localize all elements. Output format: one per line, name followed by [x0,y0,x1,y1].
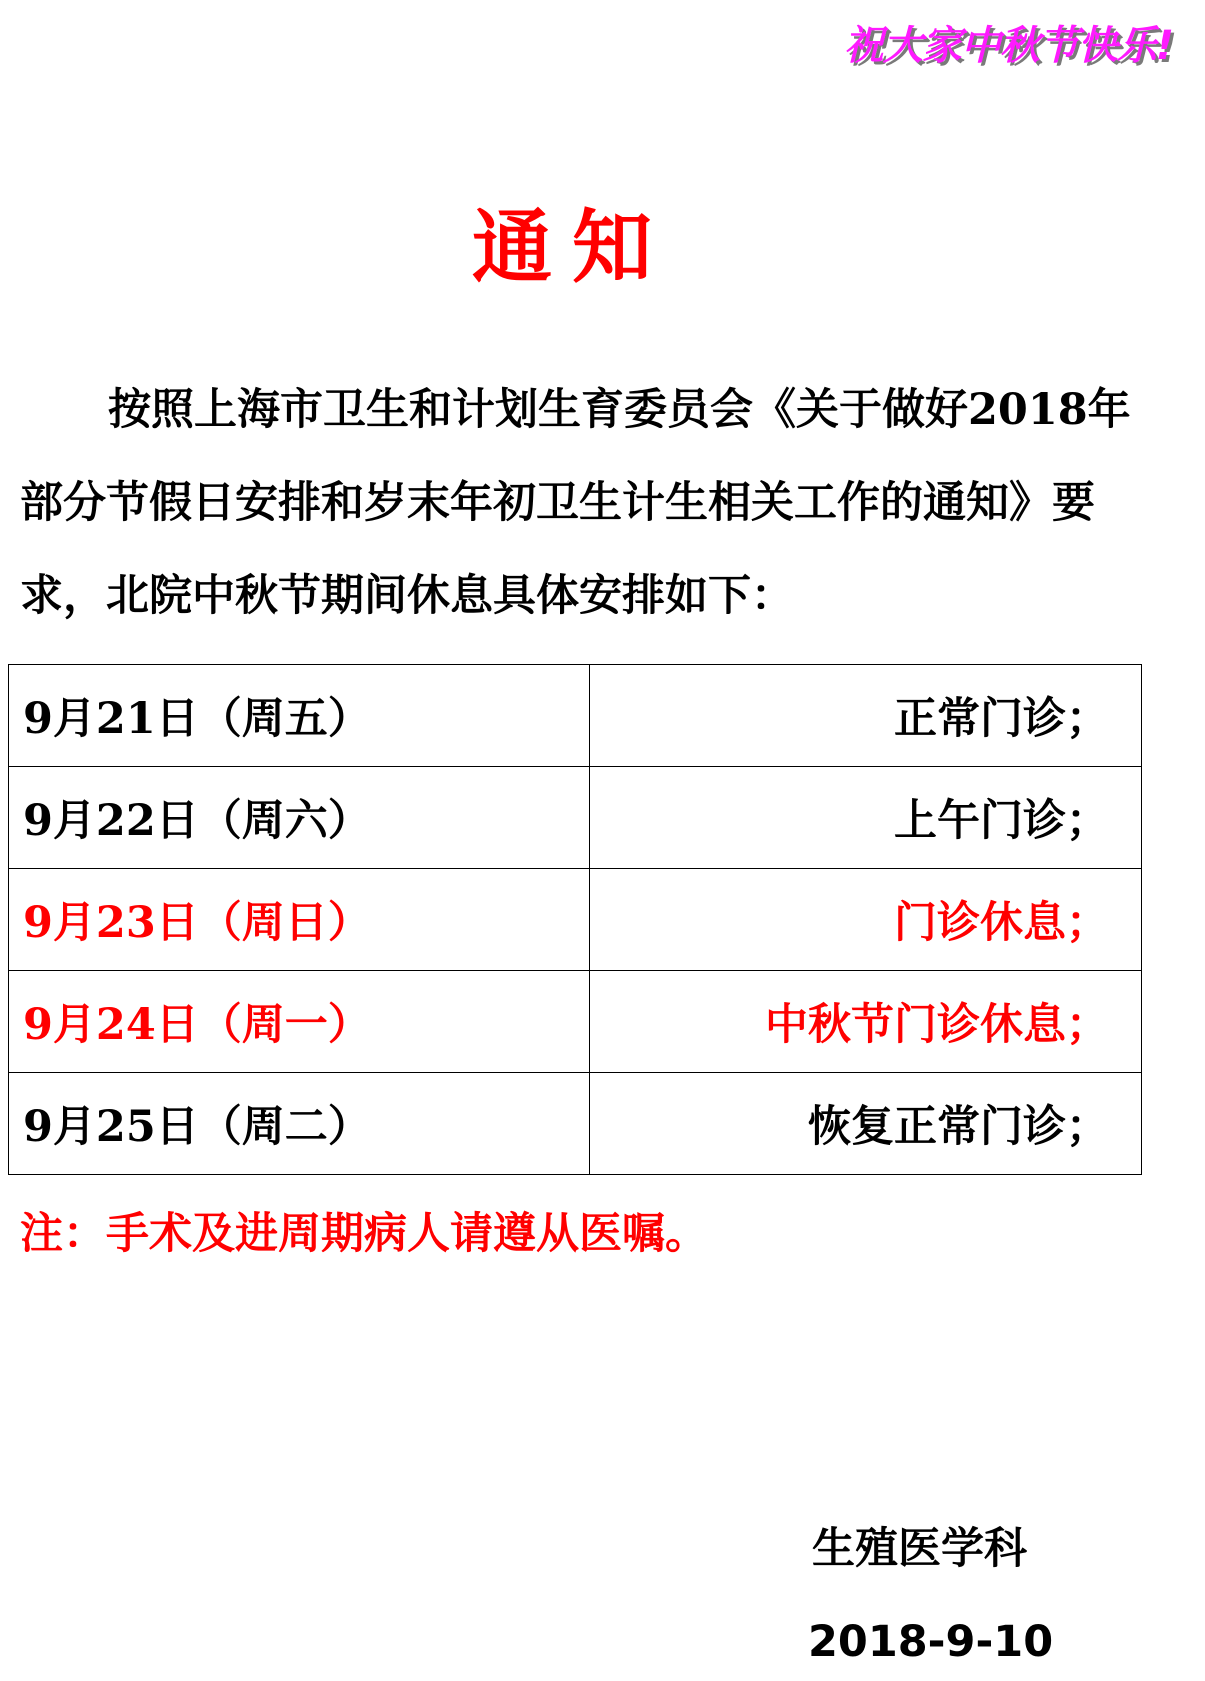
schedule-status: 恢复正常门诊； [590,1073,1142,1175]
notice-intro: 按照上海市卫生和计划生育委员会《关于做好2018年部分节假日安排和岁末年初卫生计生相关工作的通知》要求，北院中秋节期间休息具体安排如下： [20,385,1131,621]
schedule-date: 9月25日（周二） [9,1073,590,1175]
schedule-date: 9月22日（周六） [9,767,590,869]
signature-department: 生殖医学科 [812,1524,1027,1574]
notice-footnote: 注：手术及进周期病人请遵从医嘱。 [20,1209,708,1259]
schedule-row [9,665,1142,767]
notice-title: 通知 [472,201,672,294]
schedule-row [9,767,1142,869]
schedule-status: 中秋节门诊休息； [590,971,1142,1073]
greeting-banner: 祝大家中秋节快乐! [843,23,1173,69]
schedule-date: 9月24日（周一） [9,971,590,1073]
schedule-status: 门诊休息； [590,869,1142,971]
schedule-row [9,971,1142,1073]
schedule-date: 9月23日（周日） [9,869,590,971]
schedule-row [9,1073,1142,1175]
signature-date: 2018-9-10 [808,1617,1054,1667]
schedule-date: 9月21日（周五） [9,665,590,767]
holiday-schedule-table [8,664,1142,1175]
schedule-status: 正常门诊； [590,665,1142,767]
schedule-status: 上午门诊； [590,767,1142,869]
schedule-row [9,869,1142,971]
